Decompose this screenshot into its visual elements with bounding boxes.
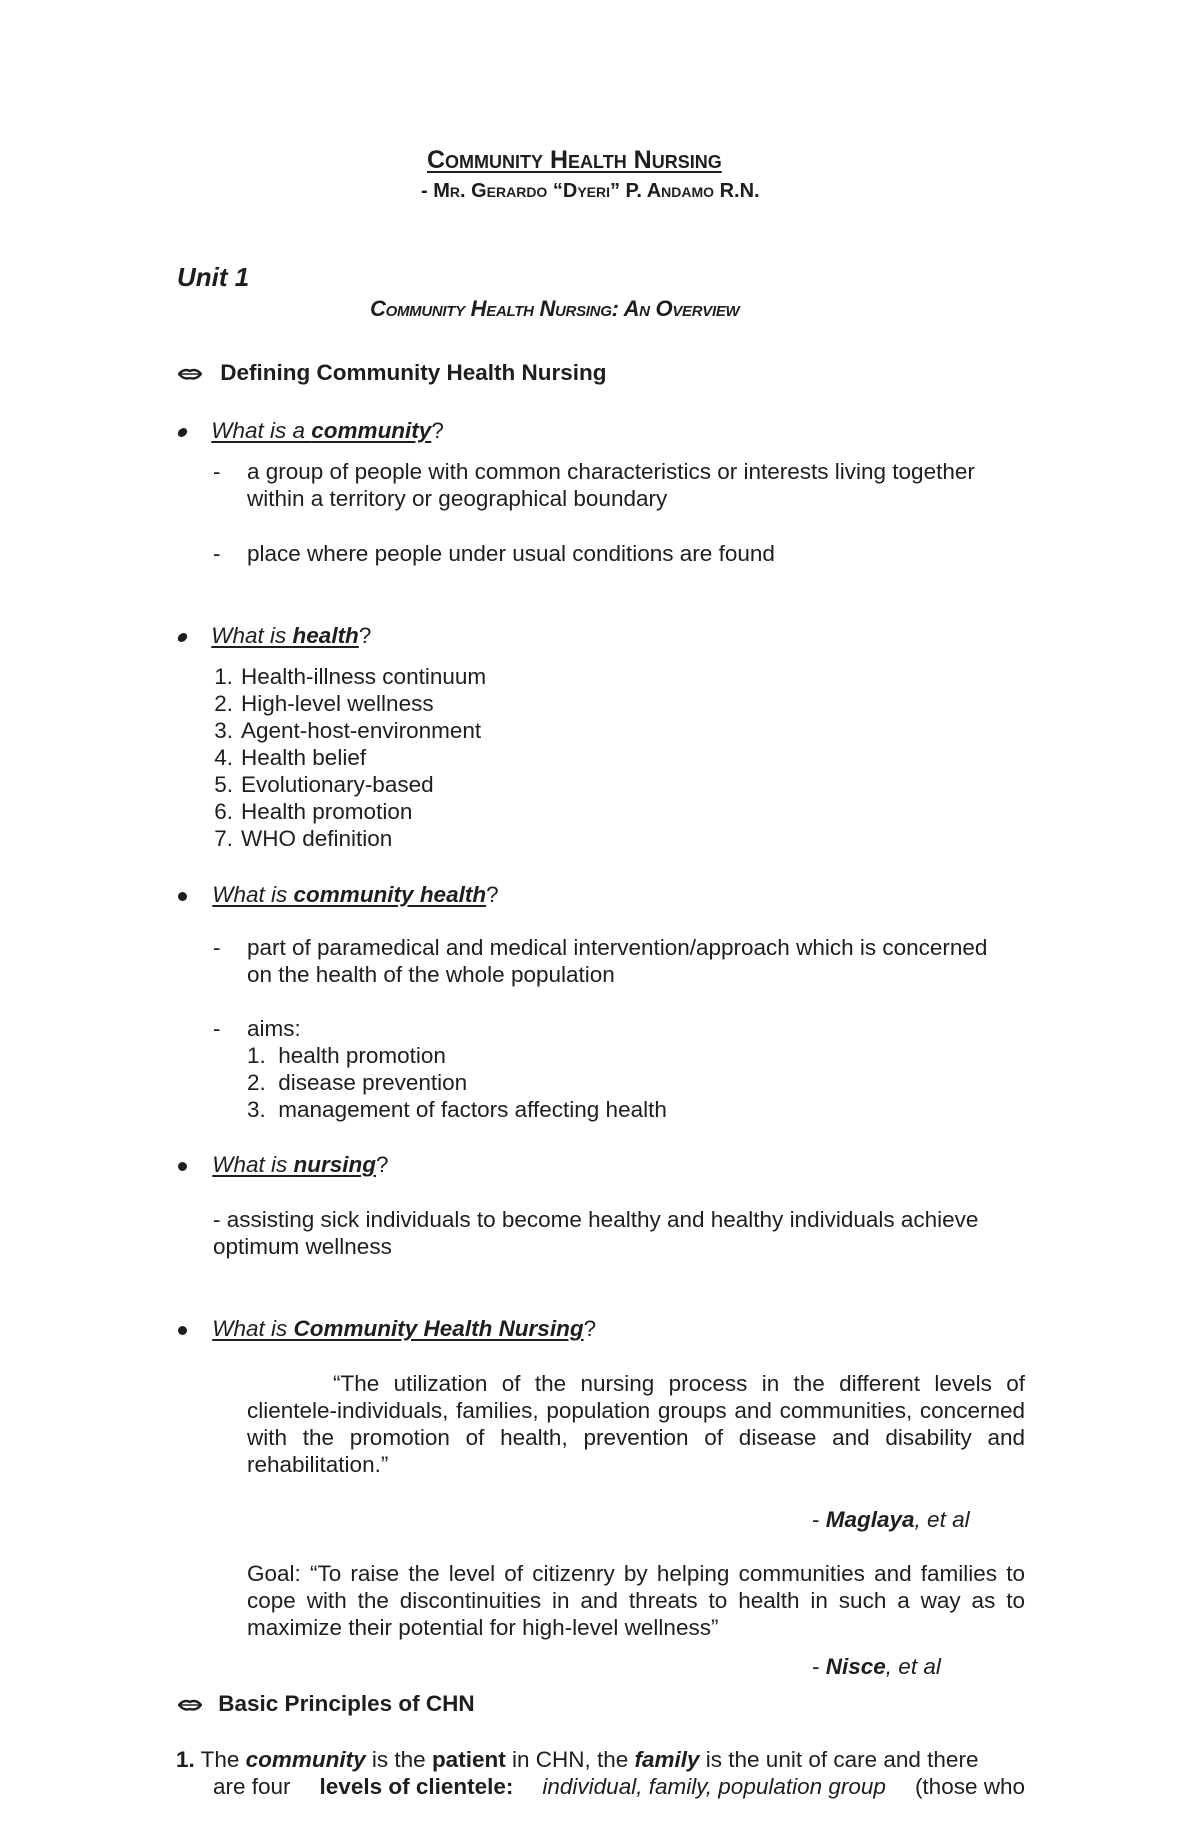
question-health: What is health?	[178, 622, 371, 649]
lips-bullet-icon	[178, 1699, 202, 1711]
aims-label: aims:	[247, 1016, 301, 1041]
list-item: 2. disease prevention	[247, 1070, 468, 1095]
question-nursing: What is nursing?	[178, 1151, 389, 1178]
goal-attribution-nisce: - Nisce, et al	[812, 1654, 941, 1679]
list-item: 6. Health promotion	[214, 799, 413, 824]
document-author: - Mr. Gerardo “Dyeri” P. Andamo R.N.	[421, 180, 760, 202]
answer-community-2-dash: -	[213, 541, 221, 566]
list-item: 1. health promotion	[247, 1043, 446, 1068]
quote-attribution-maglaya: - Maglaya, et al	[812, 1507, 970, 1532]
question-chn: What is Community Health Nursing?	[178, 1315, 596, 1342]
aims-list	[247, 1042, 667, 1123]
principle-1-line1: 1. The community is the patient in CHN, the family is the unit of care and there	[176, 1747, 979, 1772]
answer-community-health-line2: on the health of the whole population	[247, 962, 615, 987]
bullet-icon	[178, 892, 187, 901]
bullet-icon	[178, 1162, 187, 1171]
question-community: What is a community?	[178, 417, 444, 444]
list-item: 1. Health-illness continuum	[214, 664, 487, 689]
document-title: Community Health Nursing	[427, 146, 722, 174]
chn-definition-quote: “The utilization of the nursing process in the different levels of clientele-individuals, families, population groups and communities, concerned with the promotion of health, prevention of disease and disability and rehabilitation.”	[247, 1371, 1025, 1477]
lips-bullet-icon	[178, 368, 202, 380]
list-item: 3. Agent-host-environment	[214, 718, 482, 743]
unit-subtitle: Community Health Nursing: An Overview	[370, 296, 740, 321]
aims-dash: -	[213, 1016, 221, 1041]
list-item: 5. Evolutionary-based	[214, 772, 434, 797]
chn-goal: Goal: “To raise the level of citizenry by helping communities and families to cope with the discontinuities in and threats to health in such a way as to maximize their potential for high-level wellness”	[247, 1561, 1025, 1640]
principle-1-line2: are four levels of clientele: individual, family, population group (those who	[213, 1774, 1025, 1799]
bullet-icon	[177, 428, 188, 437]
list-item: 2. High-level wellness	[214, 691, 434, 716]
bullet-icon	[177, 633, 188, 642]
answer-community-1: -	[213, 459, 221, 484]
list-item: 4. Health belief	[214, 745, 367, 770]
answer-community-2: place where people under usual conditions are found	[247, 541, 775, 566]
answer-community-1-line1: a group of people with common characteristics or interests living together	[247, 459, 975, 484]
bullet-icon	[178, 1326, 187, 1335]
section-heading-defining: Defining Community Health Nursing	[178, 360, 607, 386]
health-definitions-list	[205, 663, 486, 852]
question-community-health: What is community health?	[178, 881, 499, 908]
answer-nursing-line2: optimum wellness	[213, 1234, 392, 1259]
answer-community-health-line1: part of paramedical and medical intervention/approach which is concerned	[247, 935, 988, 960]
answer-nursing-line1: - assisting sick individuals to become healthy and healthy individuals achieve	[213, 1207, 979, 1232]
list-item: 7. WHO definition	[214, 826, 393, 851]
unit-label: Unit 1	[177, 262, 250, 292]
answer-community-health-dash: -	[213, 935, 221, 960]
list-item: 3. management of factors affecting health	[247, 1097, 667, 1122]
answer-community-1-line2: within a territory or geographical boundary	[247, 486, 668, 511]
section-heading-principles: Basic Principles of CHN	[178, 1691, 475, 1717]
